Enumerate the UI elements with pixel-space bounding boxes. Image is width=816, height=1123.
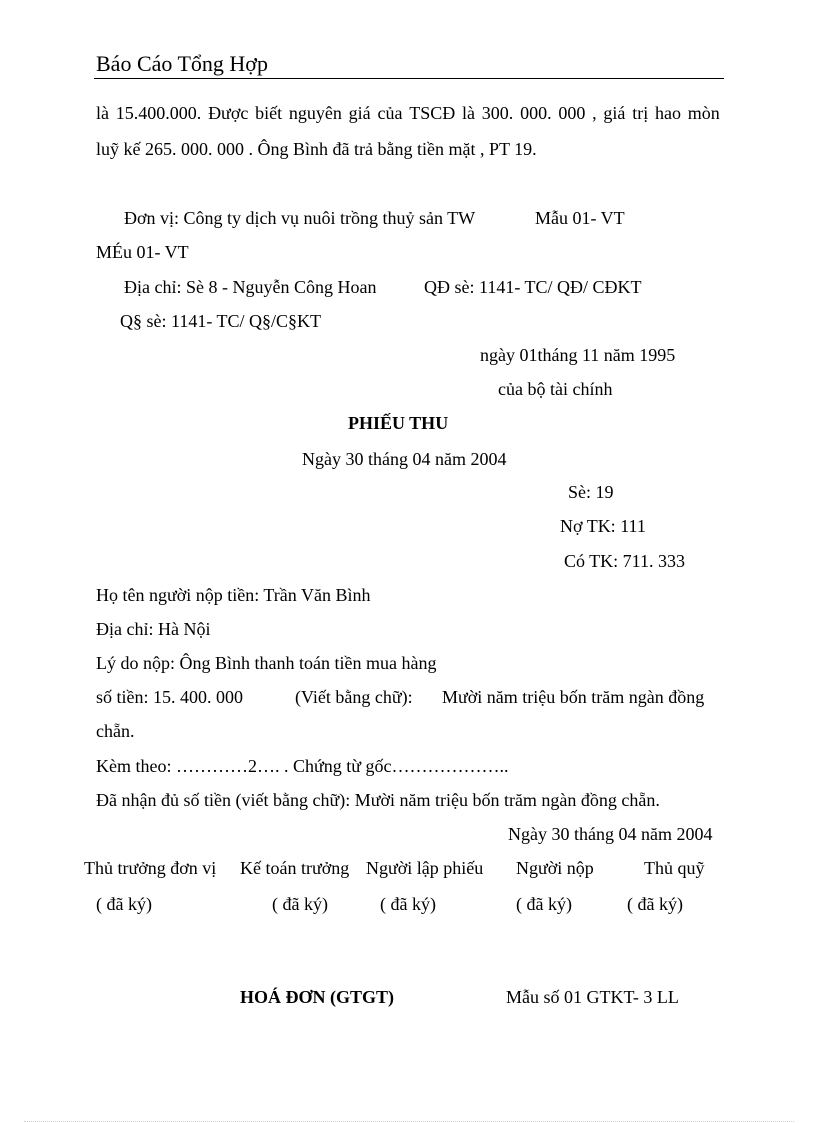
signatory-preparer: Người lập phiếu (366, 858, 484, 878)
payer-name: Họ tên người nộp tiền: Trần Văn Bình (96, 585, 371, 605)
intro-word: nguyên (288, 103, 342, 123)
intro-word: 000 (558, 103, 586, 123)
amount-words-continued: chẵn. (96, 721, 135, 741)
debit-account: Nợ TK: 111 (560, 516, 646, 536)
intro-word: 000. (520, 103, 552, 123)
payer-address: Địa chỉ: Hà Nội (96, 619, 211, 639)
intro-word: giá (603, 103, 626, 123)
attachments-line: Kèm theo: …………2…. . Chứng từ gốc……………….. (96, 756, 509, 776)
page-bottom-border (24, 1121, 794, 1122)
receipt-title: PHIẾU THU (348, 413, 449, 433)
intro-word: 300. (481, 103, 514, 123)
decision-number-garbled: Q§ sè: 1141- TC/ Q§/C§KT (120, 311, 321, 331)
intro-word: của (377, 103, 403, 123)
unit-address: Địa chỉ: Sè 8 - Nguyễn Công Hoan (124, 277, 377, 297)
intro-word: là (462, 103, 476, 123)
signed-note: ( đã ký) (96, 894, 152, 914)
page-header-title: Báo Cáo Tổng Hợp (96, 51, 268, 76)
intro-word: giá (348, 103, 371, 123)
intro-word: , (592, 103, 597, 123)
intro-word: trị (632, 103, 649, 123)
signed-note: ( đã ký) (380, 894, 436, 914)
receipt-date: Ngày 30 tháng 04 năm 2004 (302, 449, 507, 469)
intro-word: mòn (687, 103, 720, 123)
credit-account: Có TK: 711. 333 (564, 551, 686, 571)
intro-line-1 (96, 104, 720, 122)
signed-note: ( đã ký) (516, 894, 572, 914)
decision-number: QĐ sè: 1141- TC/ QĐ/ CĐKT (424, 277, 642, 297)
amount-words-label: (Viết bằng chữ): (295, 687, 413, 707)
issuing-authority: của bộ tài chính (498, 379, 613, 399)
signed-note: ( đã ký) (272, 894, 328, 914)
form-code: Mẫu 01- VT (535, 208, 625, 228)
received-amount-line: Đã nhận đủ số tiền (viết bằng chữ): Mười năm triệu bốn trăm ngàn đồng chẵn. (96, 790, 660, 810)
signatory-cashier: Thủ quỹ (644, 858, 705, 878)
intro-word: TSCĐ (409, 103, 456, 123)
invoice-form-code: Mẫu số 01 GTKT- 3 LL (506, 987, 679, 1007)
unit-name: Đơn vị: Công ty dịch vụ nuôi trồng thuỷ sản TW (124, 208, 476, 228)
amount-figures: số tiền: 15. 400. 000 (96, 687, 243, 707)
signatory-chief-accountant: Kế toán trưởng (240, 858, 350, 878)
header-divider (94, 78, 724, 79)
intro-line-2: luỹ kế 265. 000. 000 . Ông Bình đã trả bằng tiền mặt , PT 19. (96, 139, 537, 159)
intro-word: là (96, 103, 109, 123)
intro-word: biết (255, 103, 283, 123)
receipt-number: Sè: 19 (568, 482, 614, 502)
payment-reason: Lý do nộp: Ông Bình thanh toán tiền mua hàng (96, 653, 437, 673)
signature-date: Ngày 30 tháng 04 năm 2004 (508, 824, 713, 844)
amount-words: Mười năm triệu bốn trăm ngàn đồng (442, 687, 705, 707)
intro-word: hao (654, 103, 681, 123)
invoice-title: HOÁ ĐƠN (GTGT) (240, 987, 395, 1007)
intro-word: 15.400.000. (115, 103, 202, 123)
signatory-payer: Người nộp (516, 858, 594, 878)
signed-note: ( đã ký) (627, 894, 683, 914)
form-code-garbled: MÉu 01- VT (96, 242, 189, 262)
intro-word: Được (208, 103, 249, 123)
signatory-head-of-unit: Thủ trưởng đơn vị (84, 858, 217, 878)
decision-date: ngày 01tháng 11 năm 1995 (480, 345, 676, 365)
